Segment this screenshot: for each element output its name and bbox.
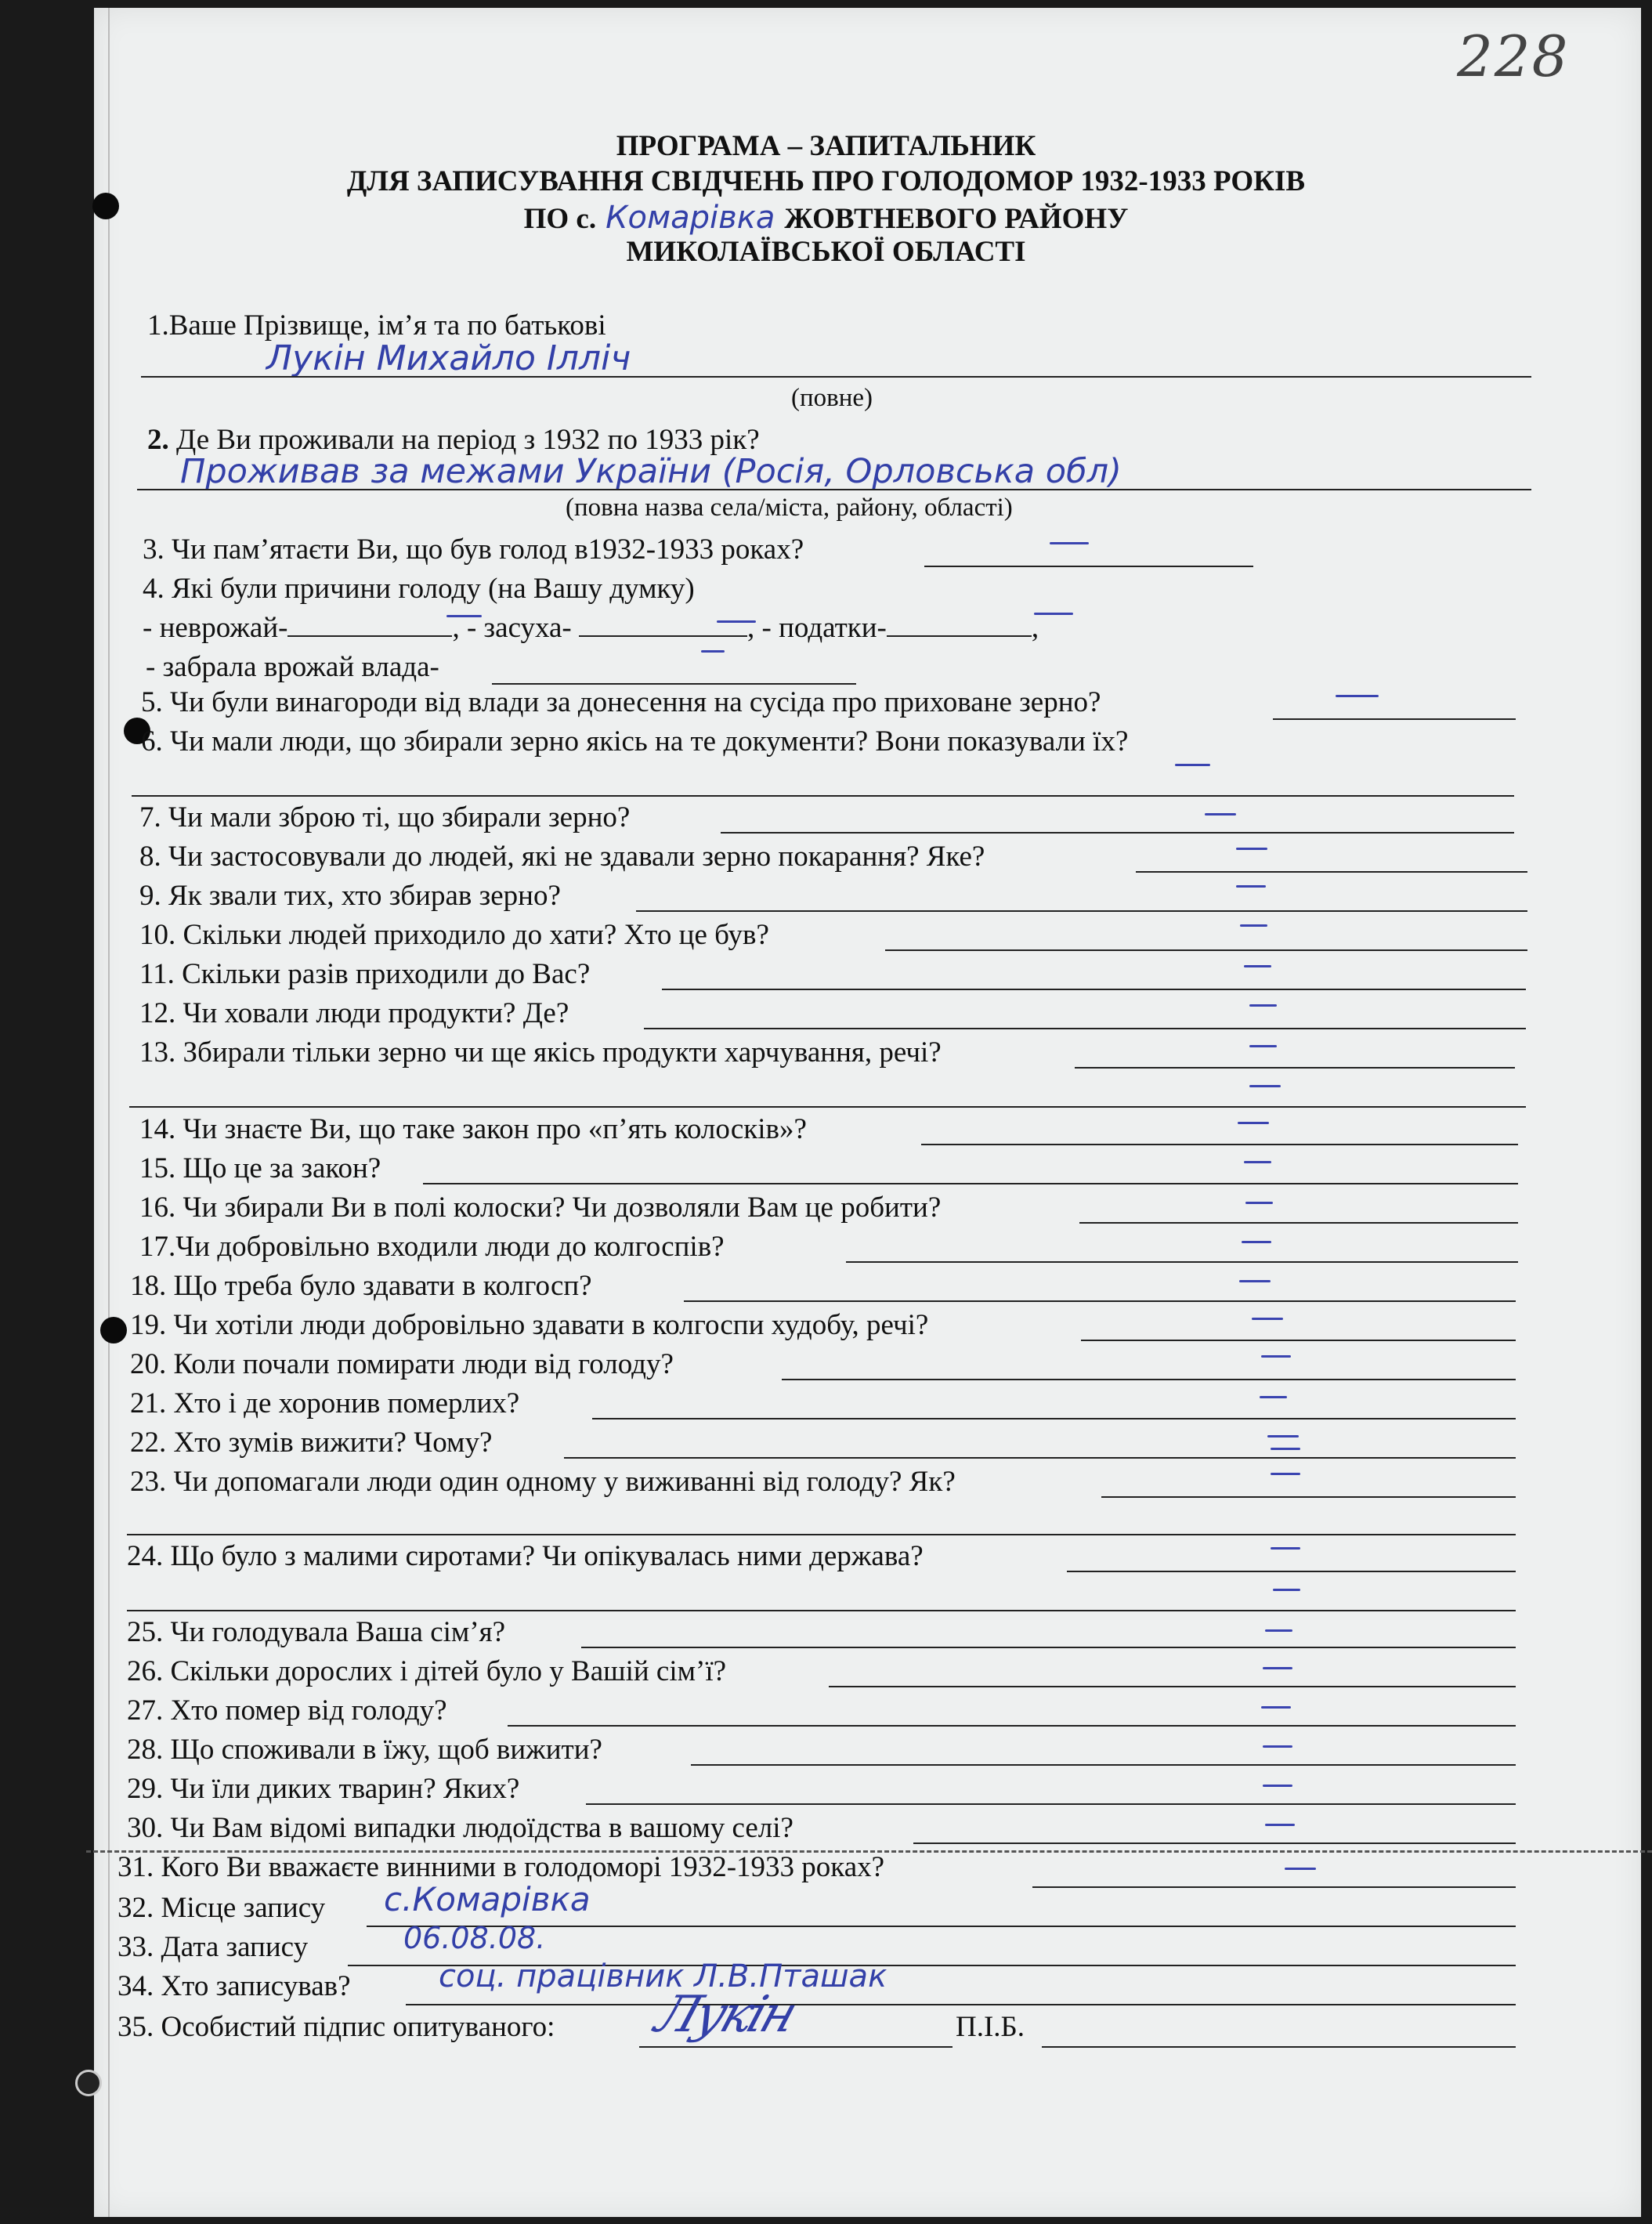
title-line-3 xyxy=(0,200,1652,236)
handwritten-dash xyxy=(1271,1547,1300,1550)
question-9: 9. Як звали тих, хто збирав зерно? xyxy=(139,880,561,912)
question-29: 29. Чи їли диких тварин? Яких? xyxy=(127,1773,520,1805)
handwritten-dash xyxy=(1239,1280,1271,1282)
answer-line xyxy=(129,1106,1526,1108)
handwritten-dash xyxy=(1252,1318,1283,1320)
question-4-label: 4. Які були причини голоду (на Вашу думку) xyxy=(143,573,695,605)
handwritten-dash xyxy=(1273,1589,1300,1591)
handwritten-dash xyxy=(1265,1629,1292,1632)
answer-line xyxy=(636,910,1527,912)
answer-line xyxy=(137,489,1531,490)
handwritten-dash xyxy=(1260,1396,1287,1398)
question-32-answer: с.Комарівка xyxy=(384,1880,591,1918)
handwritten-dash xyxy=(1263,1785,1292,1787)
handwritten-dash xyxy=(1175,764,1210,766)
answer-line xyxy=(132,795,1514,797)
option-nevrozhai: - неврожай- xyxy=(143,612,288,644)
answer-line xyxy=(1273,718,1516,720)
question-7: 7. Чи мали зброю ті, що збирали зерно? xyxy=(139,801,631,834)
question-12: 12. Чи ховали люди продукти? Де? xyxy=(139,997,569,1029)
handwritten-dash xyxy=(1242,1241,1271,1243)
answer-line xyxy=(1042,2046,1516,2048)
question-10: 10. Скільки людей приходило до хати? Хто це був? xyxy=(139,919,769,951)
title-line-1: ПРОГРАМА – ЗАПИТАЛЬНИК xyxy=(616,130,1036,162)
title-line-3-suffix: ЖОВТНЕВОГО РАЙОНУ xyxy=(784,203,1129,235)
answer-line xyxy=(406,2004,1516,2005)
answer-line xyxy=(581,1647,1516,1648)
question-26: 26. Скільки дорослих і дітей було у Вашій сім’ї? xyxy=(127,1655,727,1687)
answer-line xyxy=(1101,1496,1516,1498)
question-8: 8. Чи застосовували до людей, які не здавали зерно покарання? Яке? xyxy=(139,841,985,873)
question-2-text: Де Ви проживали на період з 1932 по 1933 рік? xyxy=(176,424,760,456)
answer-line xyxy=(684,1300,1516,1302)
signature: Лукін xyxy=(648,1986,802,2044)
answer-line xyxy=(1032,1886,1516,1888)
answer-line xyxy=(586,1803,1516,1805)
handwritten-dash xyxy=(1263,1745,1292,1748)
question-21: 21. Хто і де хоронив померлих? xyxy=(130,1387,520,1419)
question-14: 14. Чи знаєте Ви, що таке закон про «п’ять колосків»? xyxy=(139,1113,807,1145)
option-zasukha: , - засуха- xyxy=(452,612,572,644)
answer-line xyxy=(1075,1067,1515,1069)
handwritten-dash xyxy=(1261,1706,1291,1709)
handwritten-dash xyxy=(1034,613,1073,615)
answer-line xyxy=(508,1725,1516,1727)
page-edge-line xyxy=(108,8,110,2217)
answer-line xyxy=(662,989,1526,990)
answer-line xyxy=(644,1028,1526,1029)
answer-line xyxy=(782,1379,1516,1380)
question-34-answer: соц. працівник Л.В.Пташак xyxy=(439,1958,887,1994)
handwritten-dash xyxy=(1249,1045,1277,1047)
question-1-answer: Лукін Михайло Ілліч xyxy=(266,338,631,378)
handwritten-dash xyxy=(1267,1435,1299,1437)
question-27: 27. Хто помер від голоду? xyxy=(127,1694,447,1727)
question-30: 30. Чи Вам відомі випадки людоїдства в вашому селі? xyxy=(127,1812,793,1844)
answer-line xyxy=(127,1610,1516,1611)
title-line-2: ДЛЯ ЗАПИСУВАННЯ СВІДЧЕНЬ ПРО ГОЛОДОМОР 1932-1933 РОКІВ xyxy=(346,165,1306,197)
question-22: 22. Хто зумів вижити? Чому? xyxy=(130,1427,493,1459)
answer-line xyxy=(1081,1340,1516,1341)
question-35-label: 35. Особистий підпис опитуваного: xyxy=(117,2011,555,2043)
question-32-label: 32. Місце запису xyxy=(117,1892,326,1924)
answer-line xyxy=(492,683,856,685)
handwritten-village: Комарівка xyxy=(605,200,775,236)
punch-hole xyxy=(75,2070,102,2096)
handwritten-dash xyxy=(1244,965,1271,967)
answer-line xyxy=(141,376,1531,378)
question-1-label: 1.Ваше Прізвище, ім’я та по батькові xyxy=(147,309,606,342)
handwritten-dash xyxy=(1271,1448,1300,1450)
punch-hole xyxy=(100,1317,127,1343)
handwritten-dash xyxy=(1249,1085,1281,1087)
question-19: 19. Чи хотіли люди добровільно здавати в колгоспи худобу, речі? xyxy=(130,1309,929,1341)
question-6: 6. Чи мали люди, що збирали зерно якісь на те документи? Вони показували їх? xyxy=(141,725,1129,758)
answer-line xyxy=(592,1418,1516,1419)
answer-line xyxy=(846,1261,1518,1263)
option-podatky: , - податки- xyxy=(747,612,887,644)
answer-line xyxy=(127,1534,1516,1535)
handwritten-dash xyxy=(1050,542,1089,544)
handwritten-dash xyxy=(1236,848,1267,850)
question-13: 13. Збирали тільки зерно чи ще якісь продукти харчування, речі? xyxy=(139,1036,942,1069)
question-2-number: 2. xyxy=(147,424,169,456)
handwritten-dash xyxy=(1263,1667,1292,1669)
question-18: 18. Що треба було здавати в колгосп? xyxy=(130,1270,592,1302)
handwritten-dash xyxy=(701,650,725,653)
answer-line xyxy=(691,1764,1516,1766)
question-2-caption: (повна назва села/міста, району, області) xyxy=(566,494,1013,522)
question-33-answer: 06.08.08. xyxy=(403,1921,546,1955)
option-podatky-end: , xyxy=(1031,612,1039,644)
question-31: 31. Кого Ви вважаєте винними в голодоморі 1932-1933 роках? xyxy=(117,1851,885,1883)
handwritten-dash xyxy=(1205,813,1236,815)
handwritten-dash xyxy=(1236,885,1266,888)
answer-line xyxy=(721,832,1514,834)
handwritten-dash xyxy=(1240,924,1267,927)
title-line-3-prefix: ПО с. xyxy=(523,203,597,235)
question-25: 25. Чи голодувала Ваша сім’я? xyxy=(127,1616,506,1648)
page-number: 228 xyxy=(1457,24,1570,89)
question-15: 15. Що це за закон? xyxy=(139,1152,381,1184)
question-24: 24. Що було з малими сиротами? Чи опікувалась ними держава? xyxy=(127,1540,924,1572)
handwritten-dash xyxy=(1285,1868,1316,1870)
question-5: 5. Чи були винагороди від влади за донесення на сусіда про приховане зерно? xyxy=(141,686,1101,718)
answer-line xyxy=(423,1183,1518,1184)
question-11: 11. Скільки разів приходили до Вас? xyxy=(139,958,591,990)
handwritten-dash xyxy=(1244,1161,1271,1163)
question-23: 23. Чи допомагали люди один одному у виживанні від голоду? Як? xyxy=(130,1466,956,1498)
answer-line xyxy=(564,1457,1516,1459)
handwritten-dash xyxy=(1271,1473,1300,1475)
question-4-options xyxy=(143,611,1039,646)
question-3: 3. Чи пам’ятаєти Ви, що був голод в1932-1933 роках? xyxy=(143,533,804,566)
handwritten-dash xyxy=(1261,1355,1291,1358)
question-1-caption: (повне) xyxy=(791,384,873,412)
answer-line xyxy=(921,1144,1518,1145)
answer-line xyxy=(924,566,1253,567)
question-20: 20. Коли почали помирати люди від голоду? xyxy=(130,1348,674,1380)
question-2-answer: Проживав за межами України (Росія, Орловська обл) xyxy=(180,452,1122,491)
handwritten-dash xyxy=(1336,695,1379,697)
question-16: 16. Чи збирали Ви в полі колоски? Чи дозволяли Вам це робити? xyxy=(139,1192,942,1224)
handwritten-dash xyxy=(446,615,482,617)
question-34-label: 34. Хто записував? xyxy=(117,1970,351,2002)
handwritten-dash xyxy=(717,620,756,623)
answer-line xyxy=(1136,871,1527,873)
handwritten-dash xyxy=(1245,1202,1273,1204)
answer-line xyxy=(913,1842,1516,1844)
pib-label: П.І.Б. xyxy=(956,2011,1025,2043)
handwritten-dash xyxy=(1238,1122,1269,1124)
question-28: 28. Що споживали в їжу, щоб вижити? xyxy=(127,1734,602,1766)
signature-line xyxy=(639,2046,953,2048)
question-4-option-d: - забрала врожай влада- xyxy=(146,651,439,683)
question-17: 17.Чи добровільно входили люди до колгоспів? xyxy=(139,1231,725,1263)
handwritten-dash xyxy=(1249,1004,1277,1007)
question-33-label: 33. Дата запису xyxy=(117,1931,309,1963)
answer-line xyxy=(1067,1571,1516,1572)
answer-line xyxy=(1079,1222,1518,1224)
title-line-4: МИКОЛАЇВСЬКОЇ ОБЛАСТІ xyxy=(626,236,1026,268)
answer-line xyxy=(885,949,1527,951)
handwritten-dash xyxy=(1265,1824,1295,1826)
answer-line xyxy=(829,1686,1516,1687)
